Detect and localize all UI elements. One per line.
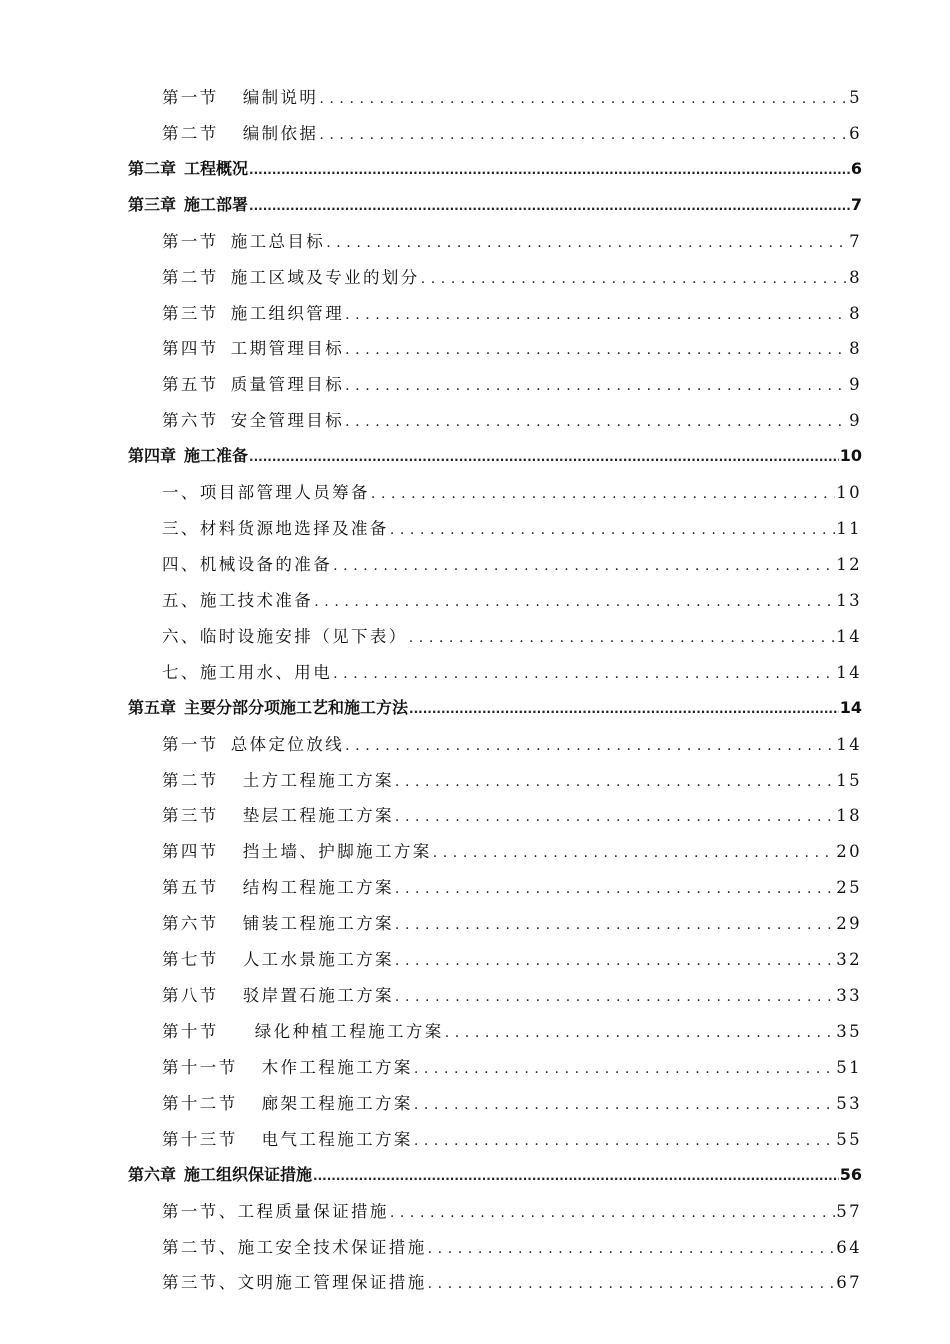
toc-page-number: 35 [836, 1021, 862, 1041]
toc-entry-number: 第四节 [162, 339, 219, 359]
toc-entry-title: 施工技术准备 [199, 590, 314, 610]
toc-entry-label [162, 874, 394, 898]
toc-chapter-entry[interactable] [0, 689, 950, 725]
toc-entry-title: 工期管理目标 [230, 339, 345, 359]
toc-entry-label [162, 264, 420, 288]
toc-entry-label [162, 228, 325, 252]
toc-entry-label [162, 335, 344, 359]
toc-entry-label [162, 371, 344, 395]
toc-section-entry[interactable] [0, 868, 950, 904]
toc-section-entry[interactable] [0, 1012, 950, 1048]
toc-page-number: 55 [836, 1129, 862, 1149]
toc-entry-label [162, 1269, 427, 1293]
toc-entry-row [162, 515, 862, 539]
toc-page-number: 10 [839, 446, 862, 466]
toc-entry-label [162, 479, 370, 503]
dot-leader [445, 1025, 836, 1041]
toc-entry-title: 人工水景施工方案 [242, 950, 394, 970]
dot-leader [395, 989, 835, 1005]
toc-entry-number: 第十三节 [162, 1129, 238, 1149]
toc-page-number: 11 [836, 519, 862, 539]
toc-entry-number: 五、 [162, 590, 200, 610]
toc-page-number: 8 [849, 339, 862, 359]
toc-entry-row [162, 623, 862, 647]
toc-entry-number: 第三节、 [162, 1273, 238, 1293]
toc-entry-label [162, 623, 408, 647]
toc-entry-title: 土方工程施工方案 [242, 770, 394, 790]
toc-entry-title: 施工组织管理 [230, 303, 345, 323]
toc-section-entry[interactable] [0, 940, 950, 976]
toc-entry-number: 第三节 [162, 303, 219, 323]
toc-entry-label [162, 587, 313, 611]
table-of-contents [0, 78, 950, 1299]
toc-entry-label [162, 838, 432, 862]
toc-entry-row [162, 1269, 862, 1293]
toc-entry-label [162, 1018, 444, 1042]
toc-entry-number: 七、 [162, 662, 200, 682]
toc-entry-label [162, 802, 394, 826]
toc-page-number: 20 [836, 842, 862, 862]
dot-leader [395, 774, 835, 790]
toc-entry-title: 质量管理目标 [230, 375, 345, 395]
dot-leader [395, 917, 835, 933]
toc-entry-row [128, 1162, 862, 1185]
toc-entry-title: 施工用水、用电 [199, 662, 333, 682]
toc-entry-number: 第二节 [162, 123, 219, 143]
toc-entry-row [128, 443, 862, 466]
toc-entry-label [162, 1234, 427, 1258]
dot-leader [333, 666, 835, 682]
dot-leader [395, 953, 835, 969]
toc-section-entry[interactable] [0, 832, 950, 868]
toc-entry-label [162, 910, 394, 934]
toc-entry-number: 第二节、 [162, 1237, 238, 1257]
toc-section-entry[interactable] [0, 545, 950, 581]
toc-entry-number: 第六节 [162, 914, 219, 934]
toc-entry-title: 施工区域及专业的划分 [230, 267, 420, 287]
dot-leader [326, 235, 848, 251]
toc-entry-row [162, 479, 862, 503]
dot-leader [433, 845, 836, 861]
toc-entry-row [162, 802, 862, 826]
toc-section-entry[interactable] [0, 1263, 950, 1299]
toc-section-entry[interactable] [0, 725, 950, 761]
toc-entry-title: 文明施工管理保证措施 [237, 1273, 427, 1293]
toc-section-entry[interactable] [0, 258, 950, 294]
dot-leader [414, 1097, 835, 1113]
toc-entry-number: 第五章 [128, 697, 177, 717]
toc-page-number: 56 [839, 1164, 862, 1184]
dot-leader [345, 307, 848, 323]
dot-leader [390, 1205, 835, 1221]
toc-section-entry[interactable] [0, 294, 950, 330]
toc-entry-row [162, 1234, 862, 1258]
toc-entry-label [162, 731, 344, 755]
toc-page-number: 18 [836, 806, 862, 826]
toc-entry-label [128, 1162, 312, 1185]
toc-section-entry[interactable] [0, 976, 950, 1012]
toc-page-number: 29 [836, 914, 862, 934]
toc-page-number: 14 [836, 662, 862, 682]
toc-entry-row [162, 587, 862, 611]
toc-entry-number: 第六节 [162, 411, 219, 431]
toc-page-number: 7 [849, 231, 862, 251]
toc-entry-row [162, 731, 862, 755]
toc-entry-label [162, 300, 344, 324]
toc-entry-row [162, 946, 862, 970]
toc-entry-number: 第五节 [162, 878, 219, 898]
toc-entry-number: 六、 [162, 626, 200, 646]
toc-page-number: 14 [836, 734, 862, 754]
toc-page-number: 7 [850, 194, 862, 214]
toc-entry-row [128, 695, 862, 718]
toc-entry-label [162, 551, 332, 575]
toc-chapter-entry[interactable] [0, 186, 950, 222]
toc-page-number: 33 [836, 986, 862, 1006]
toc-entry-title: 安全管理目标 [230, 411, 345, 431]
dot-leader [395, 809, 835, 825]
toc-entry-number: 四、 [162, 554, 200, 574]
dot-leader [409, 702, 839, 716]
toc-entry-row [162, 1018, 862, 1042]
toc-entry-title: 工程概况 [184, 158, 249, 178]
toc-section-entry[interactable] [0, 796, 950, 832]
toc-entry-label [128, 695, 408, 718]
toc-entry-number: 第一节 [162, 231, 219, 251]
toc-entry-number: 第十二节 [162, 1093, 238, 1113]
toc-page-number: 8 [849, 303, 862, 323]
toc-entry-number: 第三节 [162, 806, 219, 826]
toc-entry-number: 第八节 [162, 986, 219, 1006]
dot-leader [333, 558, 835, 574]
toc-entry-number: 第十一节 [162, 1057, 238, 1077]
toc-section-entry[interactable] [0, 581, 950, 617]
toc-section-entry[interactable] [0, 401, 950, 437]
toc-chapter-entry[interactable] [0, 1156, 950, 1192]
toc-page-number: 12 [836, 554, 862, 574]
toc-page-number: 9 [849, 411, 862, 431]
toc-entry-label [128, 192, 248, 215]
dot-leader [371, 486, 835, 502]
toc-entry-number: 第五节 [162, 375, 219, 395]
toc-entry-title: 机械设备的准备 [199, 554, 333, 574]
toc-entry-number: 第一节、 [162, 1201, 238, 1221]
toc-entry-row [162, 1198, 862, 1222]
toc-entry-title: 垫层工程施工方案 [242, 806, 394, 826]
dot-leader [249, 199, 850, 213]
toc-entry-label [162, 407, 344, 431]
toc-entry-number: 第七节 [162, 950, 219, 970]
toc-entry-title: 施工总目标 [230, 231, 326, 251]
dot-leader [414, 1133, 835, 1149]
toc-entry-label [162, 84, 318, 108]
toc-page-number: 14 [836, 626, 862, 646]
toc-entry-title: 总体定位放线 [230, 734, 345, 754]
dot-leader [249, 163, 850, 177]
toc-entry-label [162, 659, 332, 683]
toc-entry-title: 临时设施安排（见下表） [199, 626, 408, 646]
toc-entry-title: 编制依据 [242, 123, 319, 143]
dot-leader [414, 1061, 835, 1077]
toc-entry-row [162, 659, 862, 683]
toc-entry-number: 第一节 [162, 734, 219, 754]
toc-entry-number: 第四章 [128, 446, 177, 466]
toc-entry-row [128, 156, 862, 179]
toc-entry-title: 廊架工程施工方案 [261, 1093, 413, 1113]
dot-leader [345, 342, 848, 358]
toc-entry-row [162, 84, 862, 108]
dot-leader [428, 1241, 836, 1257]
toc-page-number: 51 [836, 1057, 862, 1077]
toc-section-entry[interactable] [0, 329, 950, 365]
toc-entry-row [162, 407, 862, 431]
toc-page-number: 15 [836, 770, 862, 790]
toc-entry-number: 第二章 [128, 158, 177, 178]
toc-section-entry[interactable] [0, 509, 950, 545]
toc-entry-title: 施工组织保证措施 [184, 1164, 313, 1184]
toc-entry-label [128, 156, 248, 179]
toc-section-entry[interactable] [0, 1048, 950, 1084]
toc-chapter-entry[interactable] [0, 437, 950, 473]
toc-page-number: 32 [836, 950, 862, 970]
toc-entry-number: 一、 [162, 483, 200, 503]
toc-section-entry[interactable] [0, 365, 950, 401]
toc-entry-title: 施工安全技术保证措施 [237, 1237, 427, 1257]
toc-page-number: 67 [836, 1273, 862, 1293]
toc-section-entry[interactable] [0, 1120, 950, 1156]
toc-section-entry[interactable] [0, 473, 950, 509]
toc-page-number: 13 [836, 590, 862, 610]
dot-leader [249, 450, 839, 464]
toc-entry-number: 第一节 [162, 88, 219, 107]
toc-section-entry[interactable] [0, 617, 950, 653]
toc-entry-label [162, 1198, 389, 1222]
toc-page-number: 64 [836, 1237, 862, 1257]
toc-chapter-entry[interactable] [0, 150, 950, 186]
toc-page-number: 8 [849, 267, 862, 287]
toc-entry-row [162, 1054, 862, 1078]
toc-entry-title: 电气工程施工方案 [261, 1129, 413, 1149]
toc-entry-row [162, 767, 862, 791]
toc-entry-number: 三、 [162, 519, 200, 539]
toc-entry-title: 施工部署 [184, 194, 249, 214]
toc-entry-row [162, 910, 862, 934]
toc-entry-row [162, 300, 862, 324]
toc-page-number: 10 [836, 483, 862, 503]
dot-leader [314, 594, 835, 610]
toc-entry-title: 编制说明 [242, 88, 319, 107]
toc-entry-title: 项目部管理人员筹备 [199, 483, 370, 503]
toc-entry-number: 第二节 [162, 267, 219, 287]
toc-entry-row [162, 874, 862, 898]
toc-entry-title: 材料货源地选择及准备 [199, 519, 389, 539]
toc-entry-row [162, 335, 862, 359]
toc-page-number: 53 [836, 1093, 862, 1113]
toc-section-entry[interactable] [0, 222, 950, 258]
toc-entry-label [162, 1054, 413, 1078]
dot-leader [345, 414, 848, 430]
toc-entry-title: 挡土墙、护脚施工方案 [242, 842, 432, 862]
dot-leader [395, 881, 835, 897]
toc-entry-label [162, 120, 318, 144]
toc-entry-label [162, 515, 389, 539]
toc-entry-title: 施工准备 [184, 446, 249, 466]
toc-entry-row [162, 551, 862, 575]
toc-section-entry[interactable] [0, 653, 950, 689]
toc-entry-title: 绿化种植工程施工方案 [254, 1021, 444, 1041]
toc-entry-title: 主要分部分项施工艺和施工方法 [184, 697, 409, 717]
toc-entry-title: 木作工程施工方案 [261, 1057, 413, 1077]
toc-entry-title: 结构工程施工方案 [242, 878, 394, 898]
toc-entry-label [162, 1126, 413, 1150]
toc-entry-row [162, 982, 862, 1006]
toc-section-entry[interactable] [0, 1084, 950, 1120]
toc-entry-title: 驳岸置石施工方案 [242, 986, 394, 1006]
toc-section-entry[interactable] [0, 761, 950, 797]
toc-page-number: 57 [836, 1201, 862, 1221]
toc-entry-number: 第十节 [162, 1021, 219, 1041]
toc-entry-row [128, 192, 862, 215]
toc-entry-row [162, 838, 862, 862]
toc-page-number: 14 [839, 697, 862, 717]
toc-section-entry[interactable] [0, 78, 950, 114]
toc-page-number: 6 [850, 158, 862, 178]
toc-entry-number: 第四节 [162, 842, 219, 862]
dot-leader [345, 738, 835, 754]
toc-entry-label [162, 946, 394, 970]
toc-section-entry[interactable] [0, 1192, 950, 1228]
dot-leader [345, 378, 848, 394]
toc-entry-number: 第三章 [128, 194, 177, 214]
toc-entry-row [162, 228, 862, 252]
toc-entry-row [162, 371, 862, 395]
toc-section-entry[interactable] [0, 1228, 950, 1264]
dot-leader [390, 522, 835, 538]
dot-leader [409, 630, 835, 646]
toc-entry-label [162, 1090, 413, 1114]
dot-leader [319, 127, 848, 143]
toc-page-number: 25 [836, 878, 862, 898]
toc-entry-label [128, 443, 248, 466]
toc-entry-number: 第六章 [128, 1164, 177, 1184]
toc-entry-title: 铺装工程施工方案 [242, 914, 394, 934]
dot-leader [421, 271, 848, 287]
toc-entry-row [162, 1090, 862, 1114]
toc-page-number: 6 [849, 123, 862, 143]
toc-entry-number: 第二节 [162, 770, 219, 790]
toc-entry-label [162, 767, 394, 791]
toc-entry-row [162, 264, 862, 288]
toc-entry-row [162, 120, 862, 144]
toc-entry-row [162, 1126, 862, 1150]
toc-entry-label [162, 982, 394, 1006]
toc-section-entry[interactable] [0, 114, 950, 150]
toc-entry-title: 工程质量保证措施 [237, 1201, 389, 1221]
dot-leader [313, 1169, 839, 1183]
dot-leader [428, 1276, 836, 1292]
dot-leader [319, 91, 848, 107]
toc-page-number: 9 [849, 375, 862, 395]
toc-page-number: 5 [849, 88, 862, 107]
toc-section-entry[interactable] [0, 904, 950, 940]
